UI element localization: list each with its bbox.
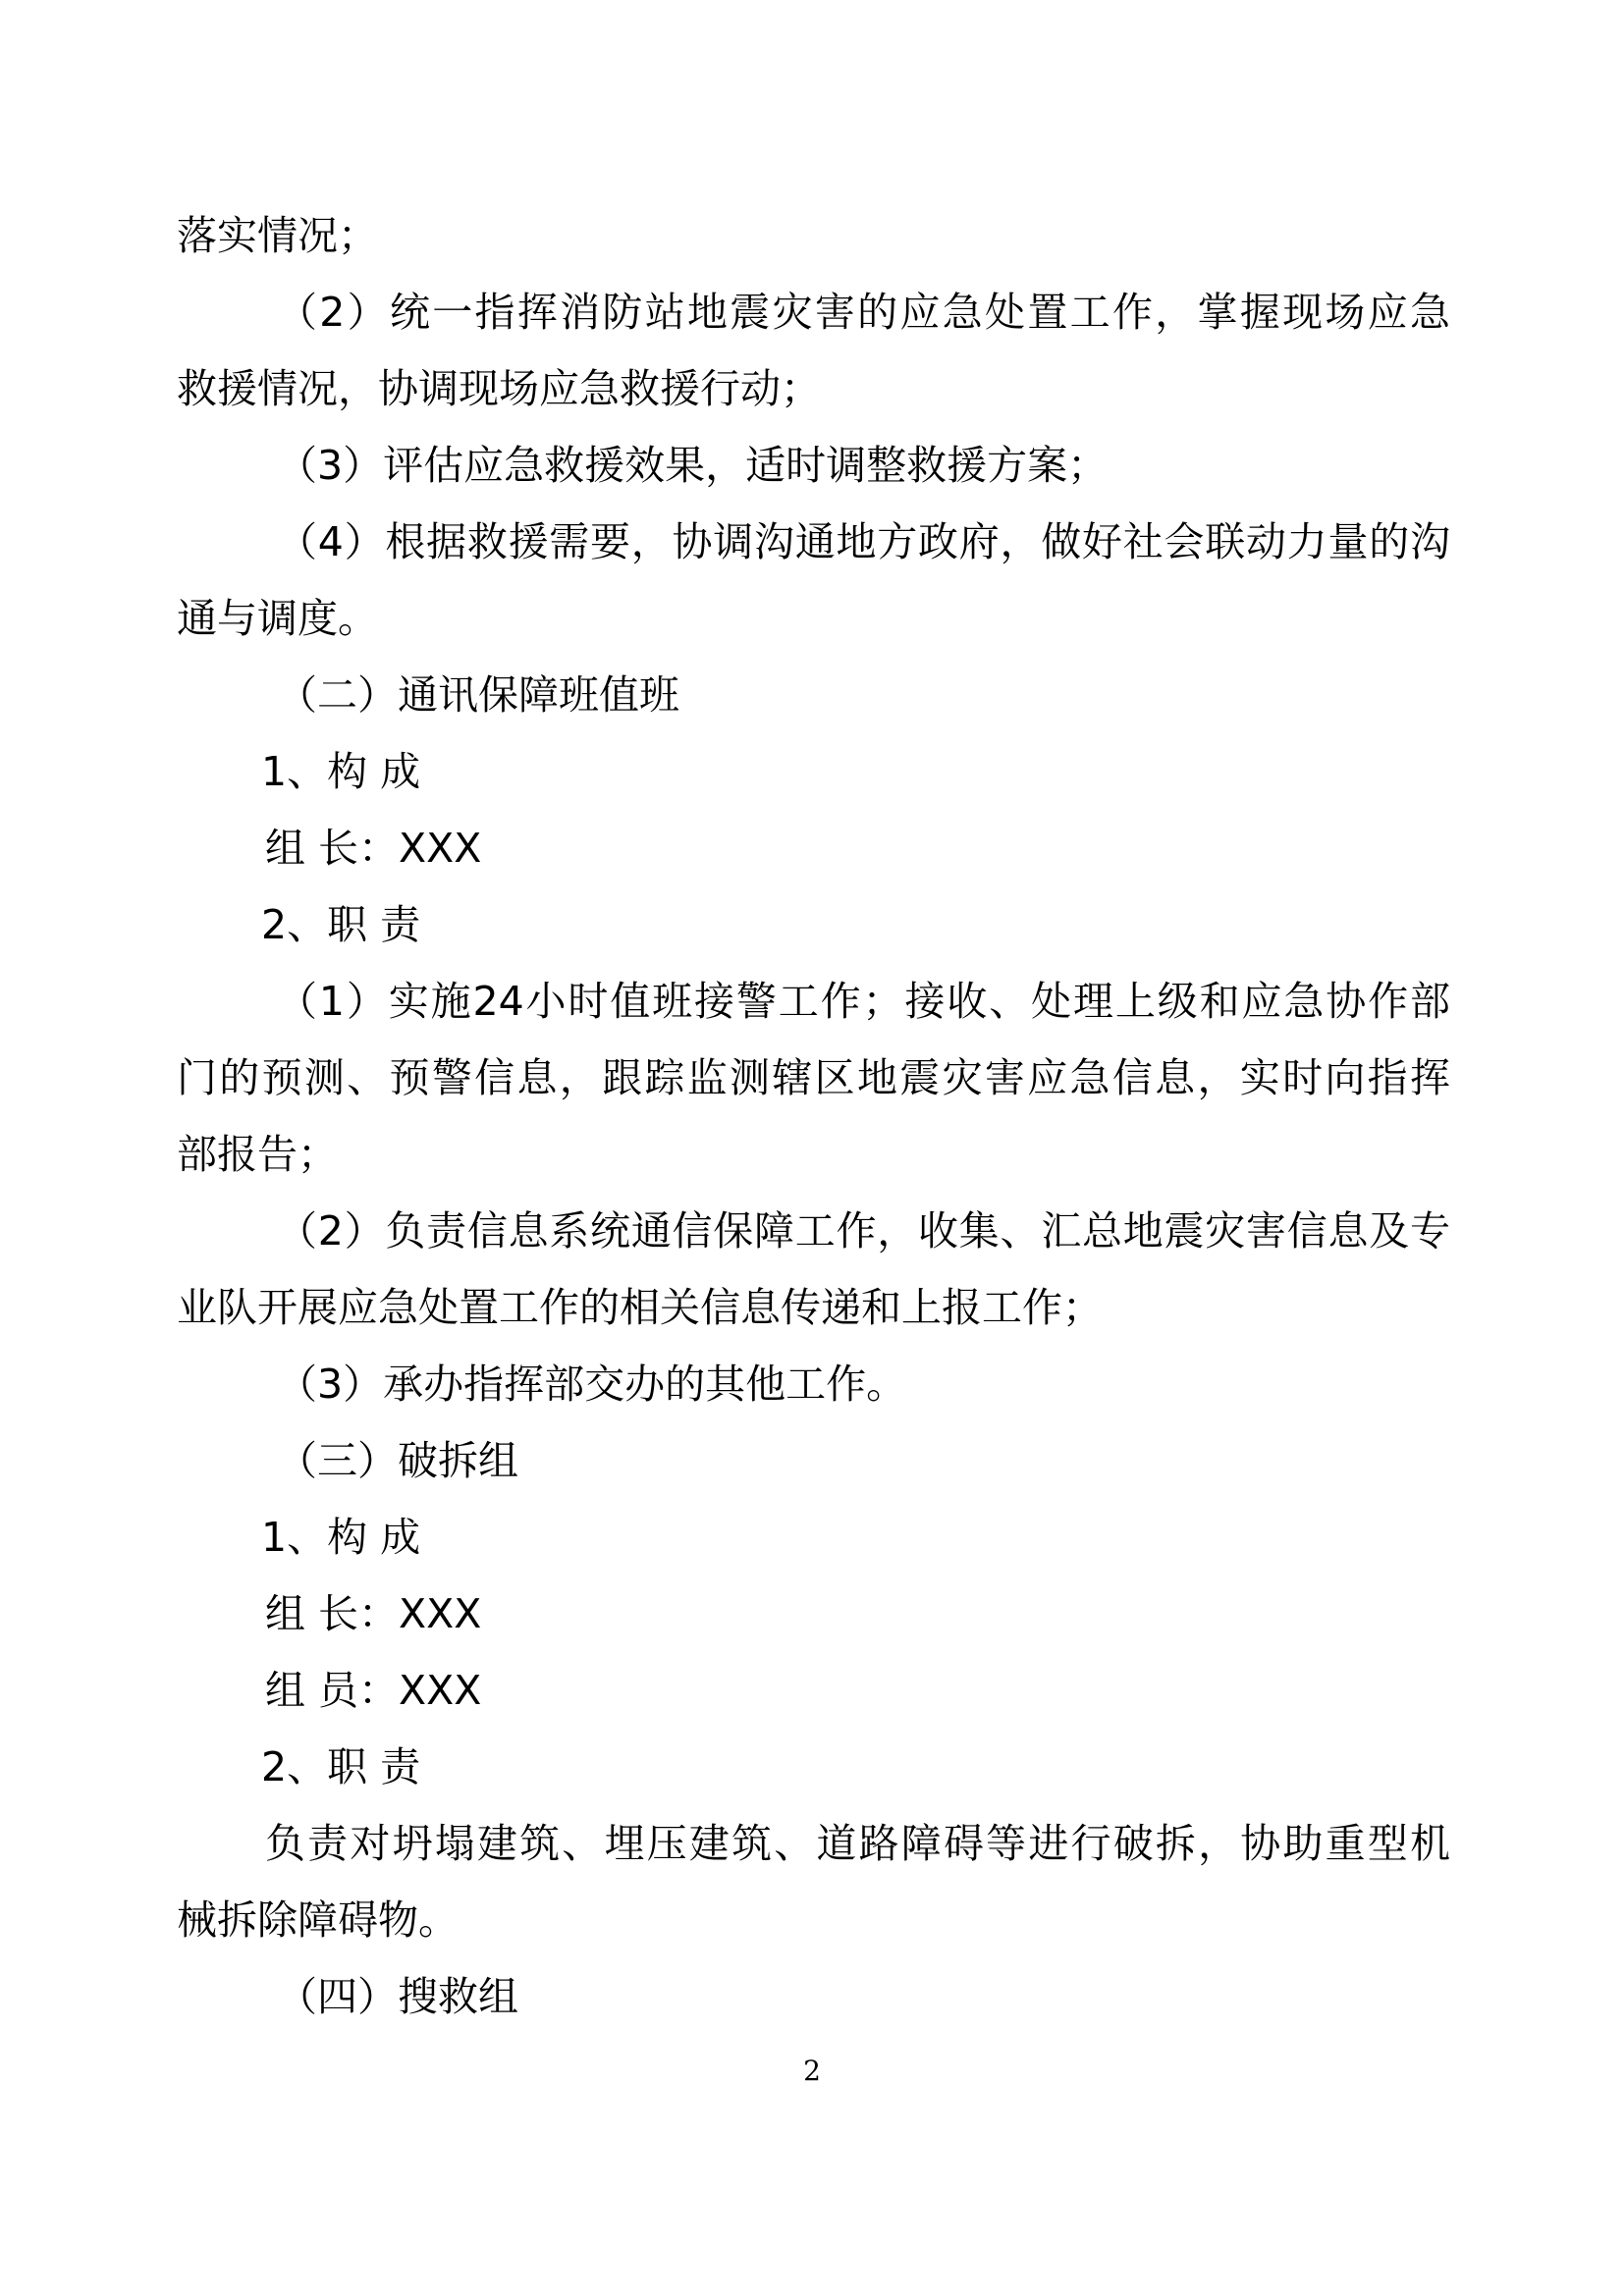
section-heading-3: （三）破拆组	[277, 1437, 518, 1484]
text-line-5: （4）根据救援需要，协调沟通地方政府，做好社会联动力量的沟	[277, 518, 1450, 565]
subsection-composition-2: 1、构 成	[261, 1514, 421, 1561]
group-leader-line-2: 组 长：XXX	[265, 1590, 482, 1637]
text-line-11: （1）实施24小时值班接警工作；接收、处理上级和应急协作部	[277, 978, 1450, 1025]
text-line-12: 门的预测、预警信息，跟踪监测辖区地震灾害应急信息，实时向指挥	[177, 1054, 1450, 1101]
section-heading-4: （四）搜救组	[277, 1973, 518, 2020]
text-line-2: （2）统一指挥消防站地震灾害的应急处置工作，掌握现场应急	[277, 289, 1450, 336]
text-line-13: 部报告；	[177, 1131, 338, 1178]
text-line-3: 救援情况，协调现场应急救援行动；	[177, 365, 821, 412]
text-line-16: （3）承办指挥部交办的其他工作。	[277, 1361, 907, 1408]
subsection-duties-2: 2、职 责	[261, 1743, 421, 1790]
text-line-14: （2）负责信息系统通信保障工作，收集、汇总地震灾害信息及专	[277, 1207, 1450, 1255]
section-heading-2: （二）通讯保障班值班	[277, 671, 679, 719]
text-line-4: （3）评估应急救援效果，适时调整救援方案；	[277, 442, 1109, 489]
text-line-23: 械拆除障碍物。	[177, 1896, 459, 1944]
group-leader-line: 组 长：XXX	[265, 825, 482, 872]
text-line-1: 落实情况；	[177, 212, 378, 259]
text-line-6: 通与调度。	[177, 595, 378, 642]
subsection-duties: 2、职 责	[261, 901, 421, 948]
page-number: 2	[803, 2055, 821, 2087]
group-member-line: 组 员：XXX	[265, 1667, 482, 1714]
subsection-composition: 1、构 成	[261, 748, 421, 795]
text-line-22: 负责对坍塌建筑、埋压建筑、道路障碍等进行破拆，协助重型机	[265, 1820, 1450, 1867]
text-line-15: 业队开展应急处置工作的相关信息传递和上报工作；	[177, 1284, 1103, 1331]
